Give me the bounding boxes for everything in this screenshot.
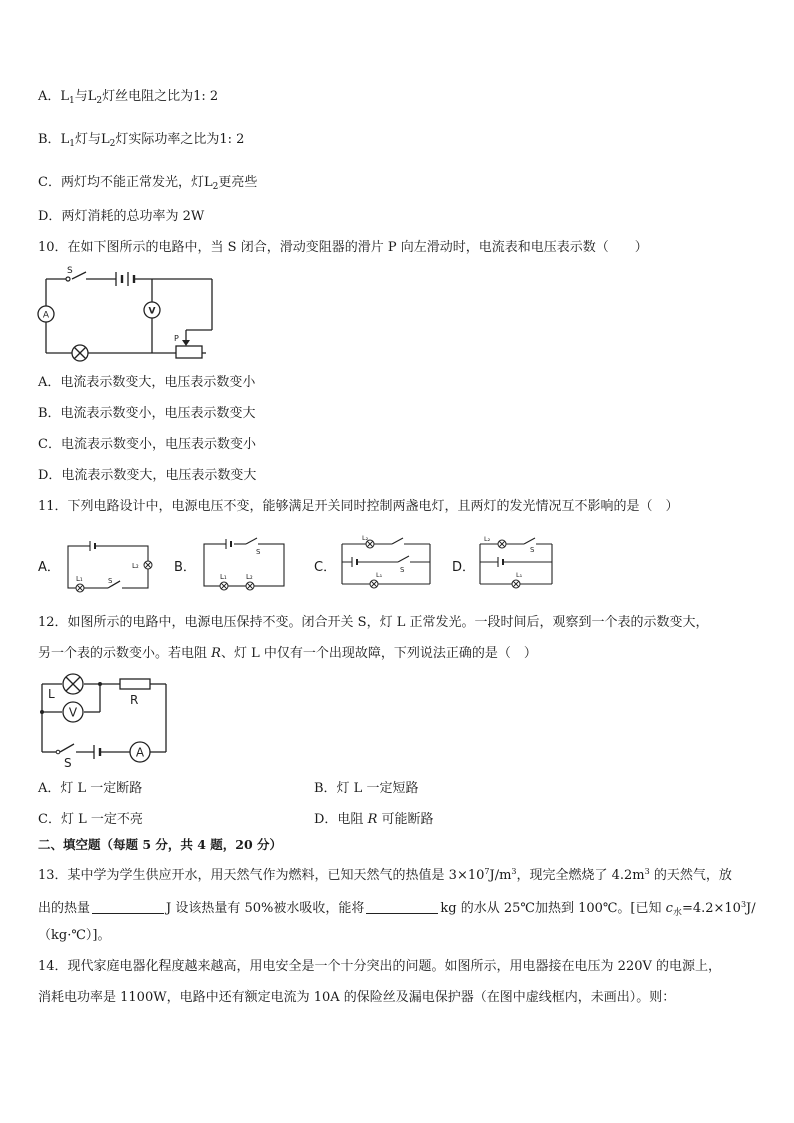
q11-label-c: C． <box>314 560 337 575</box>
svg-text:V: V <box>68 705 78 720</box>
svg-text:L₂: L₂ <box>484 535 491 543</box>
svg-text:L₂: L₂ <box>246 573 253 581</box>
q10-stem: 10．在如下图所示的电路中，当 S 闭合，滑动变阻器的滑片 P 向左滑动时，电流表和电压表示数（ ） <box>38 240 648 255</box>
q10-option-a: A．电流表示数变大，电压表示数变小 <box>38 375 256 390</box>
q12-option-c: C．灯 L 一定不亮 <box>38 812 143 827</box>
q12-switch-label: S <box>64 756 72 770</box>
section2-heading: 二、填空题（每题 5 分，共 4 题，20 分） <box>38 837 283 852</box>
q12-lamp-label: L <box>48 687 55 701</box>
q9-option-b: B．$L_1$灯与$L_2$灯实际功率之比为1: 2 <box>38 132 245 149</box>
q14-line1: 14．现代家庭电器化程度越来越高，用电安全是一个十分突出的问题。如图所示，用电器接在电压为 220V 的电源上， <box>38 959 722 974</box>
q11-circuit-b <box>200 536 290 592</box>
q10-lamp <box>72 345 88 361</box>
q12-circuit-diagram <box>38 672 178 768</box>
q12-option-b: B．灯 L 一定短路 <box>314 781 419 796</box>
q10-slider-label: P <box>174 334 179 343</box>
q9-option-c: C．两灯均不能正常发光，灯$L_2$更亮些 <box>38 175 258 192</box>
svg-text:S: S <box>400 566 405 574</box>
q13-line1: 13．某中学为学生供应开水，用天然气作为燃料，已知天然气的热值是 $3\times 10^7J/m^3$，现完全燃烧了 $4.2m^3$ 的天然气，放 <box>38 867 732 883</box>
svg-text:L₁: L₁ <box>516 571 523 579</box>
q10-ammeter <box>38 306 54 322</box>
svg-text:L₂: L₂ <box>132 562 139 570</box>
q11-label-b: B． <box>174 560 196 575</box>
q10-option-d: D．电流表示数变大，电压表示数变大 <box>38 468 257 483</box>
svg-text:S: S <box>108 577 113 585</box>
q10-switch-label: S <box>67 266 73 276</box>
q11-stem: 11．下列电路设计中，电源电压不变，能够满足开关同时控制两盏电灯，且两灯的发光情况互不影响的是（ ） <box>38 499 679 514</box>
q13-line3: （kg·℃）]。 <box>38 928 111 943</box>
svg-text:L₁: L₁ <box>76 575 83 583</box>
q13-line2: 出的热量 J 设该热量有 50%被水吸收，能将 kg 的水从 25℃加热到 100℃。[已知 $c_水=4.2\times 10^3J/$ <box>38 900 756 918</box>
q11-label-a: A． <box>38 560 60 575</box>
q9-option-d: D．两灯消耗的总功率为 2W <box>38 209 205 224</box>
svg-text:L₂: L₂ <box>362 534 369 542</box>
svg-text:L₁: L₁ <box>376 571 383 579</box>
q9-option-a: A．$L_1$与$L_2$灯丝电阻之比为1: 2 <box>38 89 219 106</box>
svg-text:A: A <box>42 310 50 321</box>
q10-option-b: B．电流表示数变小，电压表示数变大 <box>38 406 256 421</box>
q11-circuit-d <box>476 536 556 594</box>
svg-text:A: A <box>135 745 145 760</box>
q11-circuit-c <box>338 536 434 594</box>
q11-label-d: D． <box>452 560 476 575</box>
q12-option-a: A．灯 L 一定断路 <box>38 781 143 796</box>
q12-resistor-label: R <box>130 693 139 707</box>
q13-blank-heat[interactable] <box>92 900 164 914</box>
q11-circuit-a <box>64 538 154 594</box>
q10-option-c: C．电流表示数变小，电压表示数变小 <box>38 437 256 452</box>
svg-text:S: S <box>530 546 535 554</box>
q10-circuit-diagram <box>38 268 218 368</box>
q12-stem-line1: 12．如图所示的电路中，电源电压保持不变。闭合开关 S，灯 L 正常发光。一段时间后，观察到一个表的示数变大， <box>38 615 709 630</box>
svg-text:V: V <box>148 306 156 317</box>
q12-stem-line2: 另一个表的示数变小。若电阻 R、灯 L 中仅有一个出现故障，下列说法正确的是（ ） <box>38 646 537 661</box>
q12-ammeter <box>130 742 150 762</box>
q12-lamp <box>63 674 83 694</box>
q13-blank-mass[interactable] <box>366 900 438 914</box>
q12-voltmeter <box>63 702 83 722</box>
svg-text:L₁: L₁ <box>220 573 227 581</box>
q12-option-d: D．电阻 R 可能断路 <box>314 812 434 827</box>
q10-voltmeter <box>144 302 160 318</box>
q14-line2: 消耗电功率是 1100W，电路中还有额定电流为 10A 的保险丝及漏电保护器（在图中虚线框内，未画出）。则： <box>38 990 676 1005</box>
svg-text:S: S <box>256 548 261 556</box>
